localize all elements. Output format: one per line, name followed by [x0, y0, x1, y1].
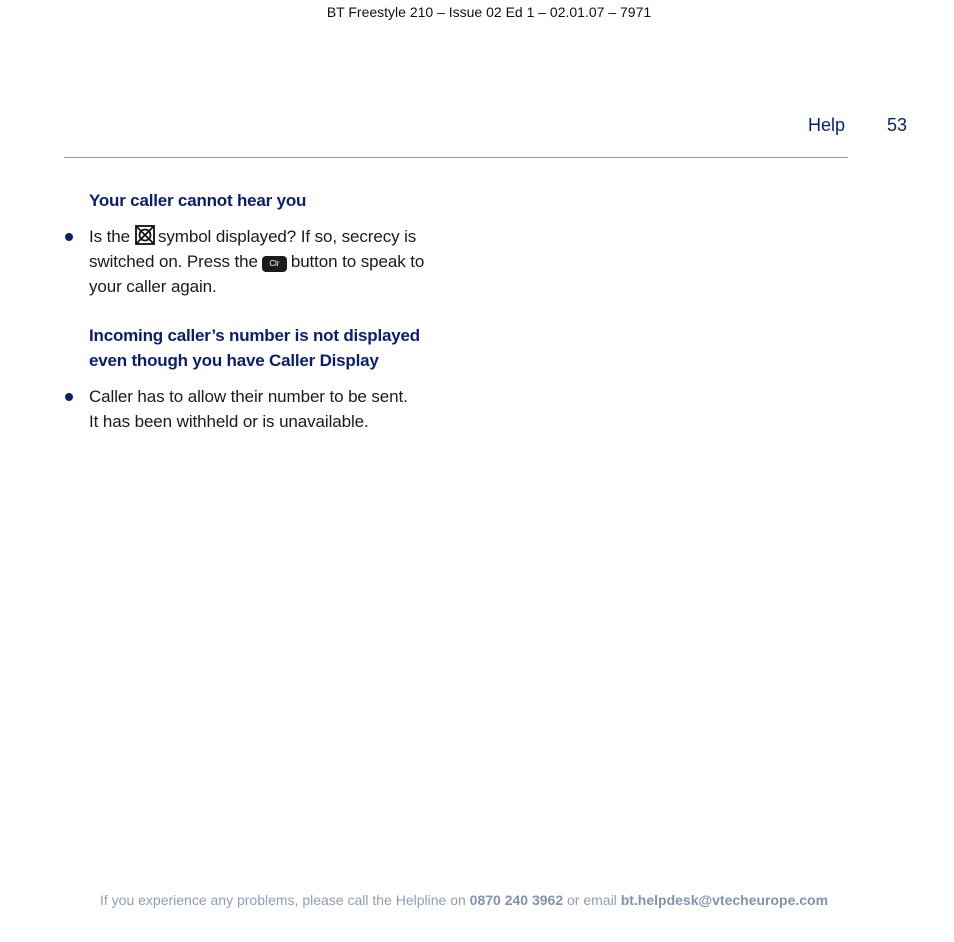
bullet-line-2: It has been withheld or is unavailable.	[89, 412, 369, 431]
bullet-dot-icon	[65, 393, 73, 401]
footer-text-2: or email	[567, 892, 617, 908]
heading-caller-cannot-hear: Your caller cannot hear you	[89, 191, 307, 210]
bullet-text-part1: Is the	[89, 227, 130, 246]
section-title: Help	[808, 115, 846, 135]
heading-line-2: even though you have Caller Display	[89, 351, 379, 370]
bullet-text-part2: symbol displayed? If so, secrecy is switched on. Press the	[89, 227, 417, 271]
bullet-text-part3: button to speak to your caller again.	[89, 252, 425, 296]
document-reference: BT Freestyle 210 – Issue 02 Ed 1 – 02.01.07 – 7971	[326, 4, 652, 20]
bullet-withheld	[64, 384, 444, 434]
heading-caller-number-not-displayed	[89, 323, 444, 373]
helpline-footer	[100, 892, 828, 908]
bullet-line-1: Caller has to allow their number to be sent.	[89, 387, 408, 406]
clr-key-icon: Clr	[262, 256, 287, 272]
secrecy-icon	[134, 225, 156, 245]
page-number: 53	[887, 115, 908, 135]
help-content	[64, 188, 444, 434]
header-rule	[64, 157, 848, 158]
helpline-phone: 0870 240 3962	[469, 892, 564, 908]
bullet-dot-icon	[65, 233, 73, 241]
footer-text-1: If you experience any problems, please call the Helpline on	[100, 892, 466, 908]
bullet-secrecy	[64, 224, 444, 299]
heading-line-1: Incoming caller’s number is not displayed	[89, 326, 420, 345]
helpdesk-email: bt.helpdesk@vtecheurope.com	[620, 892, 829, 908]
